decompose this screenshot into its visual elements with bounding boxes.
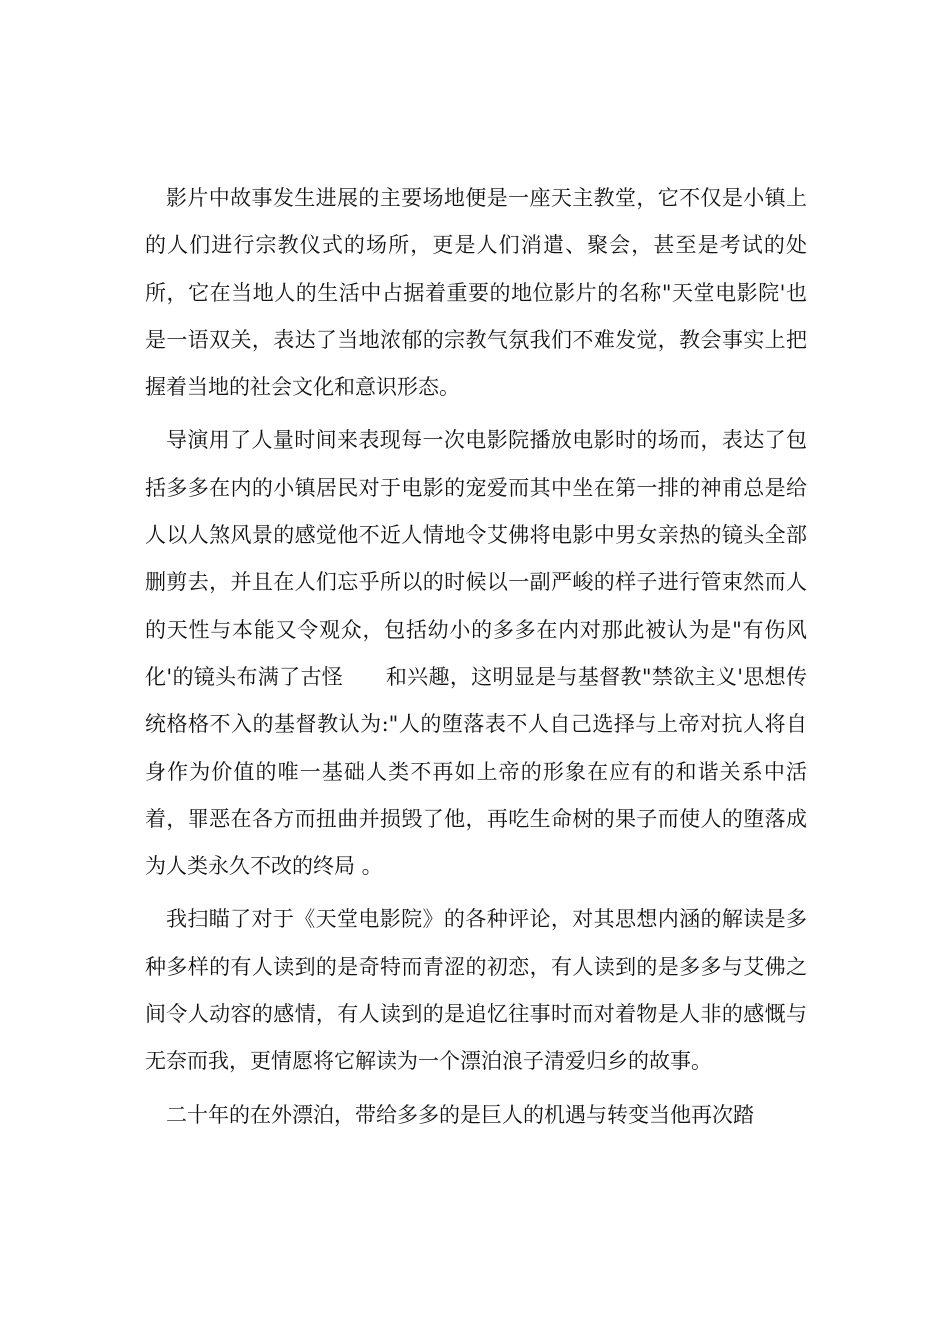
paragraph-reviews: 我扫瞄了对于《天堂电影院》的各种评论，对其思想内涵的解读是多种多样的有人读到的是奇特而青涩的初恋，有人读到的是多多与艾佛之间令人动容的感情，有人读到的是追忆往事时而对着物是人非的感慨与无奈而我，更情愿将它解读为一个漂泊浪子清爱归乡的故事。: [145, 907, 807, 1074]
document-body: [145, 175, 807, 1145]
paragraph-twenty-years: 二十年的在外漂泊，带给多多的是巨人的机遇与转变当他再次踏: [166, 1102, 754, 1127]
paragraph-screenings: 导演用了人量时间来表现每一次电影院播放电影时的场而，表达了包括多多在内的小镇居民对于电影的宠爱而其中坐在第一排的神甫总是给人以人煞风景的感觉他不近人情地令艾佛将电影中男女亲热的镜头全部删剪去，并且在人们忘乎所以的时候以一副严峻的样子进行管束然而人的天性与本能又令观众，包括幼小的多多在内对那此被认为是"有伤风化'的镜头布满了古怪 和兴趣，这明显是与基督教"禁欲主义'思想传统格格不入的基督教认为:"人的堕落表不人自己选择与上帝对抗人将自身作为价值的唯一基础人类不再如上帝的形象在应有的和谐关系中活着，罪恶在各方而扭曲并损毁了他，再吃生命树的果子而使人的堕落成为人类永久不改的终局 。: [145, 428, 807, 879]
paragraph-church: 影片中故事发生进展的主要场地便是一座天主教堂，它不仅是小镇上的人们进行宗教仪式的场所，更是人们消遣、聚会，甚至是考试的处所，它在当地人的生活中占据着重要的地位影片的名称"天堂电影院'也是一语双关，表达了当地浓郁的宗教气氛我们不难发觉，教会事实上把握着当地的社会文化和意识形态。: [145, 186, 807, 400]
